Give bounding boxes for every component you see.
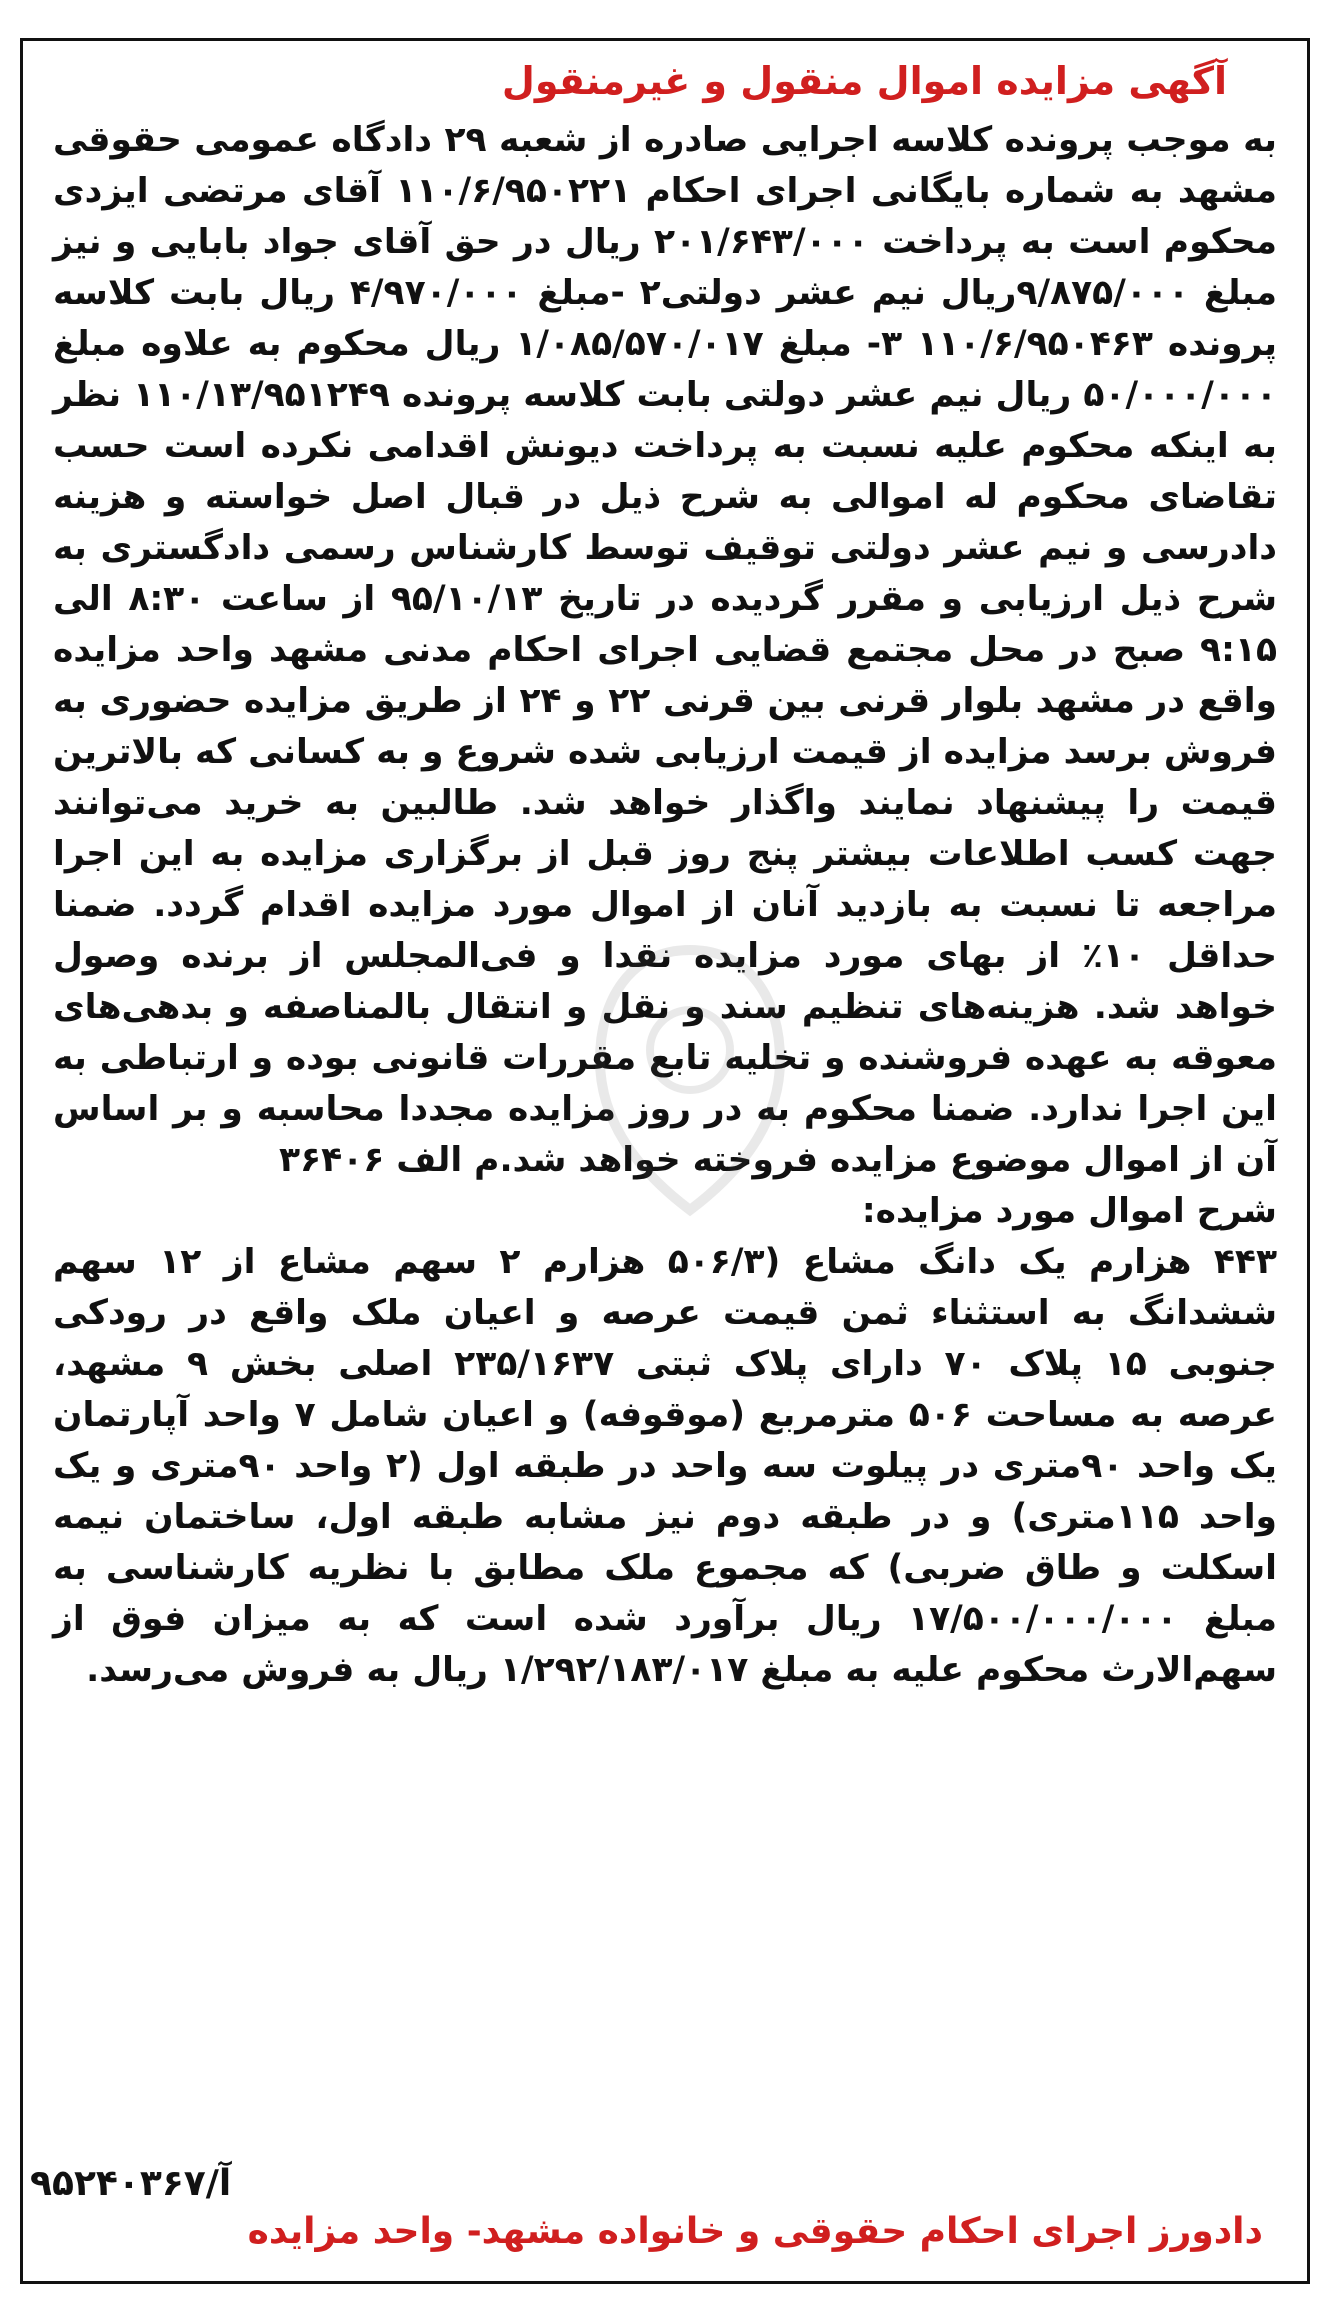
notice-frame	[20, 38, 1310, 2284]
property-description: ۴۴۳ هزارم یک دانگ مشاع (۵۰۶/۳ هزارم ۲ سهم مشاع از ۱۲ سهم ششدانگ به استثناء ثمن قیمت عرصه و اعیان ملک واقع در رودکی جنوبی ۱۵ پلاک ۷۰ دارای پلاک ثبتی ۲۳۵/۱۶۳۷ اصلی بخش ۹ مشهد، عرصه به مساحت ۵۰۶ مترمربع (موقوفه) و اعیان شامل ۷ واحد آپارتمان یک واحد ۹۰متری در پیلوت سه واحد در طبقه اول (۲ واحد ۹۰متری و یک واحد ۱۱۵متری) و در طبقه دوم نیز مشابه طبقه اول، ساختمان نیمه اسکلت و طاق ضربی) که مجموع ملک مطابق با نظریه کارشناسی به مبلغ ۱۷/۵۰۰/۰۰۰/۰۰۰ ریال برآورد شده است که به میزان فوق از سهم‌الارث محکوم علیه به مبلغ ۱/۲۹۲/۱۸۳/۰۱۷ ریال به فروش می‌رسد.	[53, 1242, 1277, 1690]
notice-content	[53, 55, 1277, 2267]
notice-signature: دادورز اجرای احکام حقوقی و خانواده مشهد- واحد مزایده	[247, 2211, 1263, 2252]
notice-body: به موجب پرونده کلاسه اجرایی صادره از شعبه ۲۹ دادگاه عمومی حقوقی مشهد به شماره بایگانی اجرای احکام ۱۱۰/۶/۹۵۰۲۲۱ آقای مرتضی ایزدی محکوم است به پرداخت ۲۰۱/۶۴۳/۰۰۰ ریال در حق آقای جواد بابایی و نیز مبلغ ۹/۸۷۵/۰۰۰ریال نیم عشر دولتی۲ -مبلغ ۴/۹۷۰/۰۰۰ ریال بابت کلاسه پرونده ۱۱۰/۶/۹۵۰۴۶۳ ۳- مبلغ ۱/۰۸۵/۵۷۰/۰۱۷ ریال محکوم به علاوه مبلغ ۵۰/۰۰۰/۰۰۰ ریال نیم عشر دولتی بابت کلاسه پرونده ۱۱۰/۱۳/۹۵۱۲۴۹ نظر به اینکه محکوم علیه نسبت به پرداخت دیونش اقدامی نکرده است حسب تقاضای محکوم له اموالی به شرح ذیل در قبال اصل خواسته و هزینه دادرسی و نیم عشر دولتی توقیف توسط کارشناس رسمی دادگستری به شرح ذیل ارزیابی و مقرر گردیده در تاریخ ۹۵/۱۰/۱۳ از ساعت ۸:۳۰ الی ۹:۱۵ صبح در محل مجتمع قضایی اجرای احکام مدنی مشهد واحد مزایده واقع در مشهد بلوار قرنی بین قرنی ۲۲ و ۲۴ از طریق مزایده حضوری به فروش برسد مزایده از قیمت ارزیابی شده شروع و به کسانی که بالاترین قیمت را پیشنهاد نمایند واگذار خواهد شد. طالبین به خرید می‌توانند جهت کسب اطلاعات بیشتر پنج روز قبل از برگزاری مزایده به این اجرا مراجعه تا نسبت به بازدید آنان از اموال مورد مزایده اقدام گردد. ضمنا حداقل ۱۰٪ از بهای مورد مزایده نقدا و فی‌المجلس از برنده وصول خواهد شد. هزینه‌های تنظیم سند و نقل و انتقال بالمناصفه و بدهی‌های معوقه به عهده فروشنده و تخلیه تابع مقررات قانونی بوده و ارتباطی به این اجرا ندارد. ضمنا محکوم به در روز مزایده مجددا محاسبه و بر اساس آن از اموال موضوع مزایده فروخته خواهد شد.م الف ۳۶۴۰۶	[53, 120, 1278, 1180]
property-heading: شرح اموال مورد مزایده:	[861, 1191, 1277, 1231]
reference-code: آ/۹۵۲۴۰۳۶۷	[30, 2163, 232, 2204]
notice-title: آگهی مزایده اموال منقول و غیرمنقول	[501, 59, 1227, 103]
